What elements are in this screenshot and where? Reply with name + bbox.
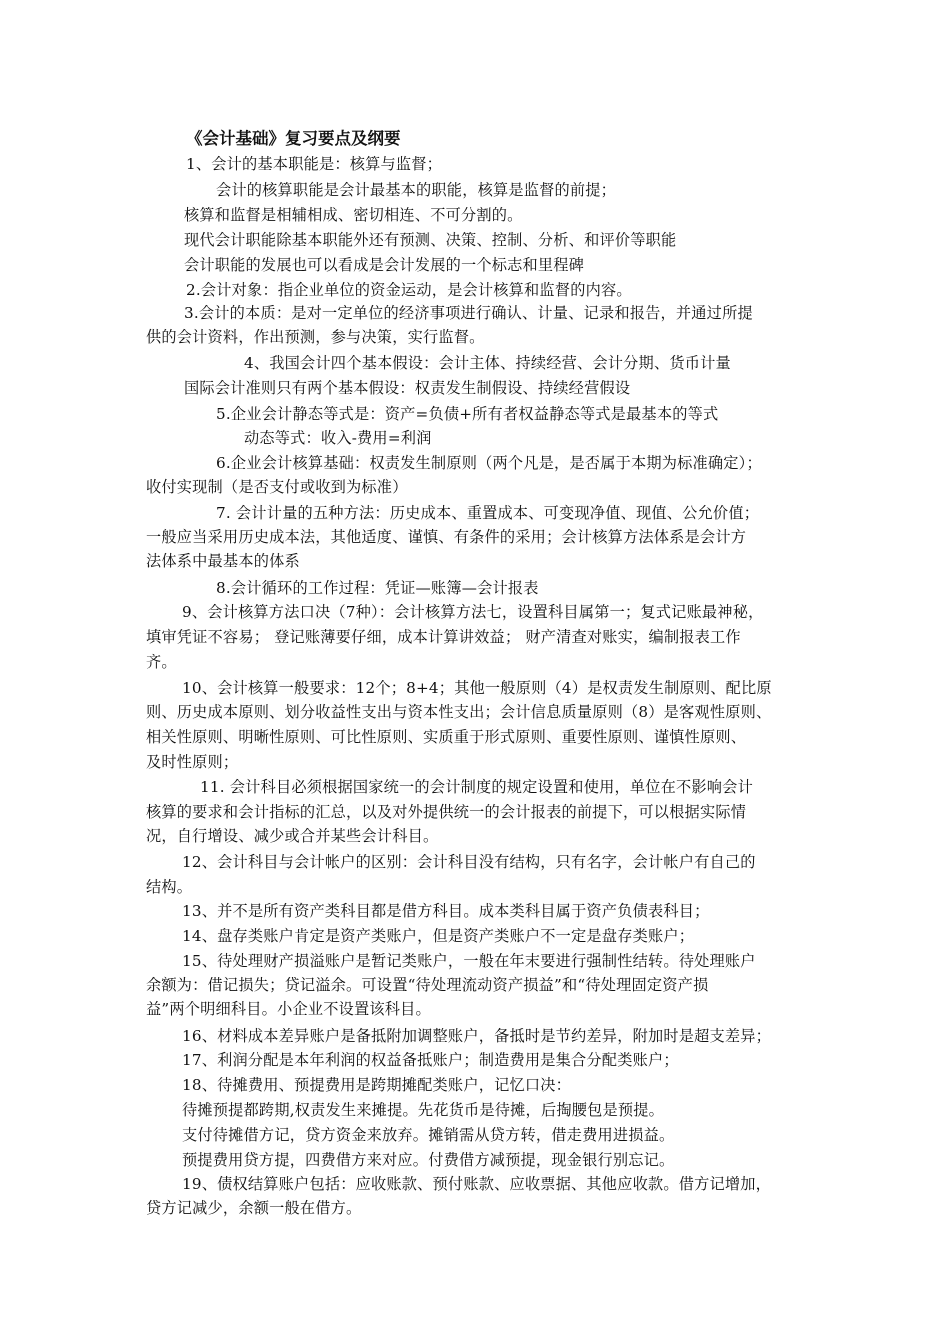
text-line: 及时性原则； [146, 753, 239, 771]
text-line: 收付实现制（是否支付或收到为标准） [146, 478, 408, 496]
text-line: 供的会计资料，作出预测，参与决策，实行监督。 [146, 328, 485, 346]
text-line: 贷方记减少，余额一般在借方。 [146, 1199, 362, 1217]
text-line: 则、历史成本原则、划分收益性支出与资本性支出；会计信息质量原则（8）是客观性原则、 [146, 703, 772, 721]
text-line: 齐。 [146, 653, 177, 671]
text-line: 预提费用贷方提，四费借方来对应。付费借方减预提，现金银行别忘记。 [182, 1151, 675, 1169]
text-line: 一般应当采用历史成本法，其他适度、谨慎、有条件的采用；会计核算方法体系是会计方 [146, 528, 747, 546]
text-line: 9、会计核算方法口决（7种）：会计核算方法七，设置科目属第一；复式记账最神秘， [182, 603, 764, 621]
text-line: 3.会计的本质：是对一定单位的经济事项进行确认、计量、记录和报告，并通过所提 [184, 304, 753, 322]
text-line: 况，自行增设、减少或合并某些会计科目。 [146, 827, 439, 845]
text-line: 余额为：借记损失；贷记溢余。可设置“待处理流动资产损益”和“待处理固定资产损 [146, 976, 709, 994]
text-line: 6.企业会计核算基础：权责发生制原则（两个凡是，是否属于本期为标准确定）； [216, 454, 762, 472]
text-line: 15、待处理财产损溢账户是暂记类账户，一般在年末要进行强制性结转。待处理账户 [182, 952, 756, 970]
text-line: 14、盘存类账户肯定是资产类账户，但是资产类账户不一定是盘存类账户； [182, 927, 695, 945]
text-line: 相关性原则、明晰性原则、可比性原则、实质重于形式原则、重要性原则、谨慎性原则、 [146, 728, 747, 746]
text-line: 19、债权结算账户包括：应收账款、预付账款、应收票据、其他应收款。借方记增加， [182, 1175, 772, 1193]
text-line: 10、会计核算一般要求：12个；8+4；其他一般原则（4）是权责发生制原则、配比原 [182, 679, 772, 697]
text-line: 现代会计职能除基本职能外还有预测、决策、控制、分析、和评价等职能 [184, 231, 677, 249]
text-line: 4、我国会计四个基本假设：会计主体、持续经营、会计分期、货币计量 [244, 354, 731, 372]
text-line: 16、材料成本差异账户是备抵附加调整账户，备抵时是节约差异，附加时是超支差异； [182, 1027, 772, 1045]
text-line: 会计的核算职能是会计最基本的职能，核算是监督的前提； [216, 181, 617, 199]
text-line: 7. 会计计量的五种方法：历史成本、重置成本、可变现净值、现值、公允价值； [216, 504, 760, 522]
text-line: 18、待摊费用、预提费用是跨期摊配类账户，记忆口决： [182, 1076, 572, 1094]
text-line: 8.会计循环的工作过程：凭证—账簿—会计报表 [216, 579, 539, 597]
text-line: 国际会计准则只有两个基本假设：权责发生制假设、持续经营假设 [184, 379, 631, 397]
text-line: 结构。 [146, 878, 193, 896]
text-line: 13、并不是所有资产类科目都是借方科目。成本类科目属于资产负债表科目； [182, 902, 710, 920]
document-title: 《会计基础》复习要点及纲要 [186, 129, 401, 148]
text-line: 12、会计科目与会计帐户的区别：会计科目没有结构，只有名字，会计帐户有自己的 [182, 853, 756, 871]
text-line: 支付待摊借方记，贷方资金来放弃。摊销需从贷方转，借走费用进损益。 [182, 1126, 675, 1144]
text-line: 核算的要求和会计指标的汇总，以及对外提供统一的会计报表的前提下，可以根据实际情 [146, 803, 747, 821]
text-line: 动态等式：收入-费用=利润 [244, 429, 432, 447]
text-line: 法体系中最基本的体系 [146, 552, 300, 570]
text-line: 2.会计对象：指企业单位的资金运动，是会计核算和监督的内容。 [186, 281, 632, 299]
text-line: 1、会计的基本职能是：核算与监督； [186, 155, 443, 173]
text-line: 11. 会计科目必须根据国家统一的会计制度的规定设置和使用，单位在不影响会计 [200, 778, 753, 796]
text-line: 5.企业会计静态等式是：资产=负债+所有者权益静态等式是最基本的等式 [216, 405, 719, 423]
text-line: 益”两个明细科目。小企业不设置该科目。 [146, 1000, 431, 1018]
text-line: 待摊预提都跨期,权责发生来摊提。先花货币是待摊，后掏腰包是预提。 [182, 1101, 665, 1119]
text-line: 17、利润分配是本年利润的权益备抵账户；制造费用是集合分配类账户； [182, 1051, 679, 1069]
text-line: 核算和监督是相辅相成、密切相连、不可分割的。 [184, 206, 523, 224]
text-line: 会计职能的发展也可以看成是会计发展的一个标志和里程碑 [184, 256, 585, 274]
text-line: 填审凭证不容易； 登记账薄要仔细，成本计算讲效益； 财产清查对账实，编制报表工作 [146, 628, 741, 646]
